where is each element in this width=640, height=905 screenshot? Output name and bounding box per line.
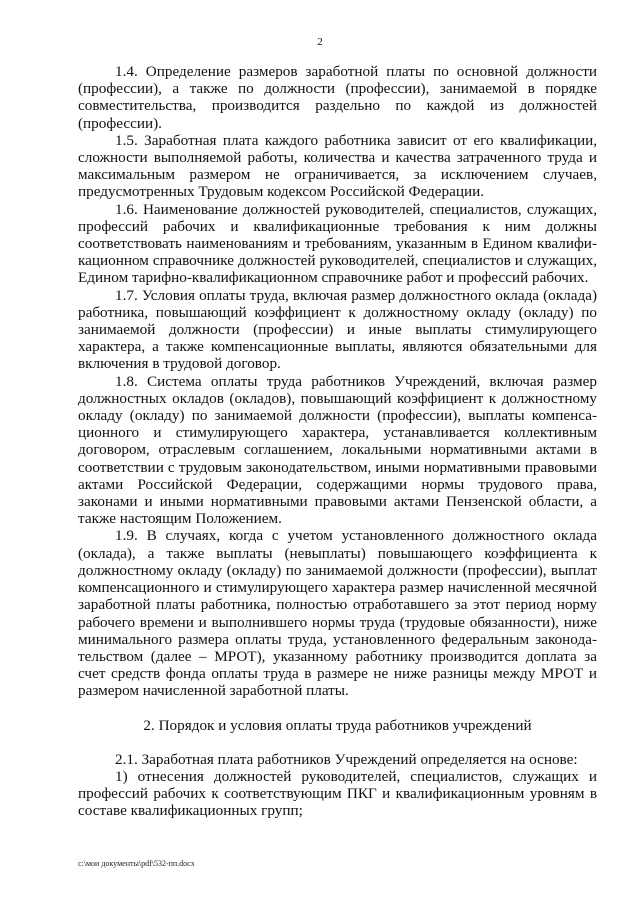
paragraph-1-8: 1.8. Система оплаты труда работников Учреждений, включая размер должностных окладов (окладов), повышающий коэффициент к должностному окладу (окладу) по занимаемой должности (профессии), выплаты компенсационного и стимулирующего характера, устанавливается коллективным договором, отраслевым соглашением, локальными нормативными актами в соответствии с трудовым законодательством, иными нормативными правовыми актами Российской Федерации, содержащими нормы трудового права, законами и иными нормативными правовыми актами Пензенской области, а также настоящим Положением. — [78, 372, 597, 528]
paragraph-1-7: 1.7. Условия оплаты труда, включая размер должностного оклада (оклада) работника, повышающий коэффициент к должностному окладу (окладу) по занимаемой должности (профессии) и иные выплаты стимулирующего характера, а также компенсационные выплаты, являются обязательными для включения в трудовой договор. — [78, 286, 597, 373]
paragraph-2-1-item-1: 1) отнесения должностей руководителей, специалистов, служащих и профессий рабочих к соответствующим ПКГ и квалификационным уровням в составе квалификационных групп; — [78, 767, 597, 820]
paragraph-1-9: 1.9. В случаях, когда с учетом установленного должностного оклада (оклада), а также выплаты (невыплаты) повышающего коэффициента к должностному окладу (окладу) по занимаемой должности (профессии), выплат компенсационного и стимулирующего характера размер начисленной месячной заработной платы работника, полностью отработавшего за этот период норму рабочего времени и выполнившего нормы труда (трудовые обязанности), ниже минимального размера оплаты труда, установленного федеральным законодательством (далее – МРОТ), указанному работнику производится доплата за счет средств фонда оплаты труда в размере не ниже разницы между МРОТ и размером начисленной заработной платы. — [78, 527, 597, 700]
paragraph-1-4: 1.4. Определение размеров заработной платы по основной должности (профессии), а также по должности (профессии), занимаемой в порядке совместительства, производится раздельно по каждой из должностей (профессии). — [78, 63, 597, 132]
section-heading: 2. Порядок и условия оплаты труда работников учреждений — [143, 716, 532, 734]
paragraph-2-1: 2.1. Заработная плата работников Учреждений определяется на основе: — [115, 750, 578, 768]
paragraph-1-5: 1.5. Заработная плата каждого работника зависит от его квалификации, сложности выполняемой работы, количества и качества затраченного труда и максимальным размером не ограничивается, за исключением случаев, предусмотренных Трудовым кодексом Российской Федерации. — [78, 131, 597, 201]
document-body — [78, 63, 597, 820]
page-number: 2 — [317, 36, 323, 48]
footer-file-path: c:\мои документы\pdf\532-пп.docx — [78, 859, 195, 868]
paragraph-1-6: 1.6. Наименование должностей руководителей, специалистов, служащих, профессий рабочих и квалификационные требования к ним должны соответствовать наименованиям и требованиям, указанным в Едином квалификационном справочнике должностей руководителей, специалистов и служащих, Едином тарифно-квалификационном справочнике работ и профессий рабочих. — [78, 200, 597, 287]
